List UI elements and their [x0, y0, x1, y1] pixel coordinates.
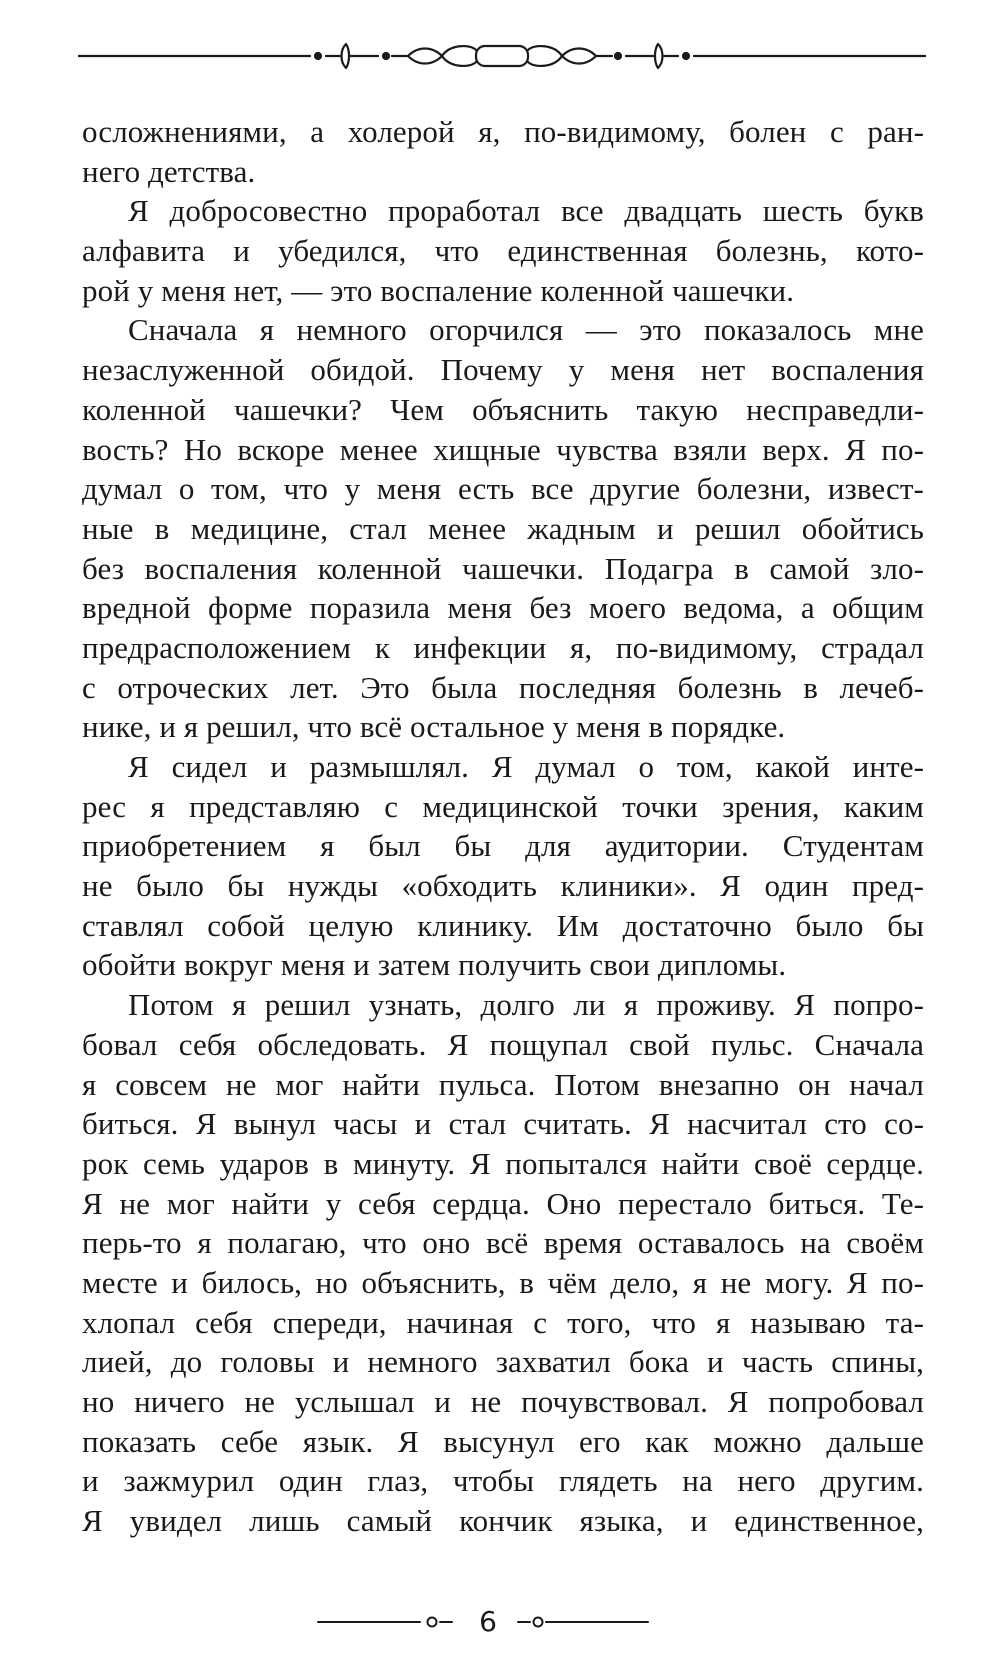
text-line: бовал себя обследовать. Я пощупал свой пульс. Сначала — [82, 1026, 924, 1062]
text-line: алфавита и убедился, что единственная болезнь, кото- — [82, 233, 924, 269]
text-line: Я увидел лишь самый кончик языка, и единственное, — [82, 1503, 924, 1539]
text-line: и зажмурил один глаз, чтобы глядеть на него другим. — [82, 1463, 924, 1499]
text-line: вость? Но вскоре менее хищные чувства взяли верх. Я по- — [82, 431, 924, 467]
text-line: нике, и я решил, что всё остальное у меня в порядке. — [82, 709, 786, 745]
text-line: Сначала я немного огорчился — это показалось мне — [128, 312, 924, 348]
page-number: 6 — [479, 1605, 497, 1638]
text-line: рес я представляю с медицинской точки зрения, каким — [82, 788, 924, 824]
text-line: не было бы нужды «обходить клиники». Я один пред- — [82, 868, 924, 904]
text-line: осложнениями, а холерой я, по-видимому, болен с ран- — [82, 114, 924, 149]
text-line: ные в медицине, стал менее жадным и решил обойтись — [82, 510, 924, 546]
text-line: с отроческих лет. Это была последняя болезнь в лечеб- — [82, 669, 924, 705]
text-line: предрасположением к инфекции я, по-видимому, страдал — [82, 629, 924, 665]
text-line: хлопал себя спереди, начиная с того, что я называю та- — [82, 1304, 924, 1340]
text-line: без воспаления коленной чашечки. Подагра в самой зло- — [82, 550, 924, 586]
text-line: Я добросовестно проработал все двадцать шесть букв — [128, 193, 924, 229]
text-line: рок семь ударов в минуту. Я попытался найти своё сердце. — [82, 1145, 924, 1181]
text-line: коленной чашечки? Чем объяснить такую несправедли- — [82, 391, 924, 427]
text-line: я совсем не мог найти пульса. Потом внезапно он начал — [82, 1066, 924, 1102]
text-line: него детства. — [82, 153, 256, 189]
text-line: вредной форме поразила меня без моего ведома, а общим — [82, 590, 924, 626]
text-line: Потом я решил узнать, долго ли я проживу. Я попро- — [128, 987, 924, 1023]
top-ornament-divider — [78, 38, 926, 74]
text-line: обойти вокруг меня и затем получить свои дипломы. — [82, 947, 787, 983]
text-line: месте и билось, но объяснить, в чём дело, я не могу. Я по- — [82, 1264, 924, 1300]
text-line: думал о том, что у меня есть все другие болезни, извест- — [82, 471, 924, 507]
text-line: Я не мог найти у себя сердца. Оно перестало биться. Те- — [82, 1185, 924, 1221]
text-line: лией, до головы и немного захватил бока и часть спины, — [82, 1344, 924, 1380]
text-line: биться. Я вынул часы и стал считать. Я насчитал сто со- — [82, 1106, 924, 1142]
text-line: рой у меня нет, — это воспаление коленной чашечки. — [82, 272, 795, 308]
text-line: перь-то я полагаю, что оно всё время оставалось на своём — [82, 1225, 924, 1261]
text-line: приобретением я был бы для аудитории. Студентам — [82, 828, 924, 864]
text-line: Я сидел и размышлял. Я думал о том, какой инте- — [128, 749, 924, 784]
text-line: ставлял собой целую клинику. Им достаточно было бы — [82, 907, 924, 943]
text-line: незаслуженной обидой. Почему у меня нет воспаления — [82, 352, 924, 388]
page-footer — [0, 1600, 1000, 1650]
text-line: но ничего не услышал и не почувствовал. Я попробовал — [82, 1384, 924, 1419]
body-text — [82, 112, 924, 1541]
text-line: показать себе язык. Я высунул его как можно дальше — [82, 1423, 924, 1459]
